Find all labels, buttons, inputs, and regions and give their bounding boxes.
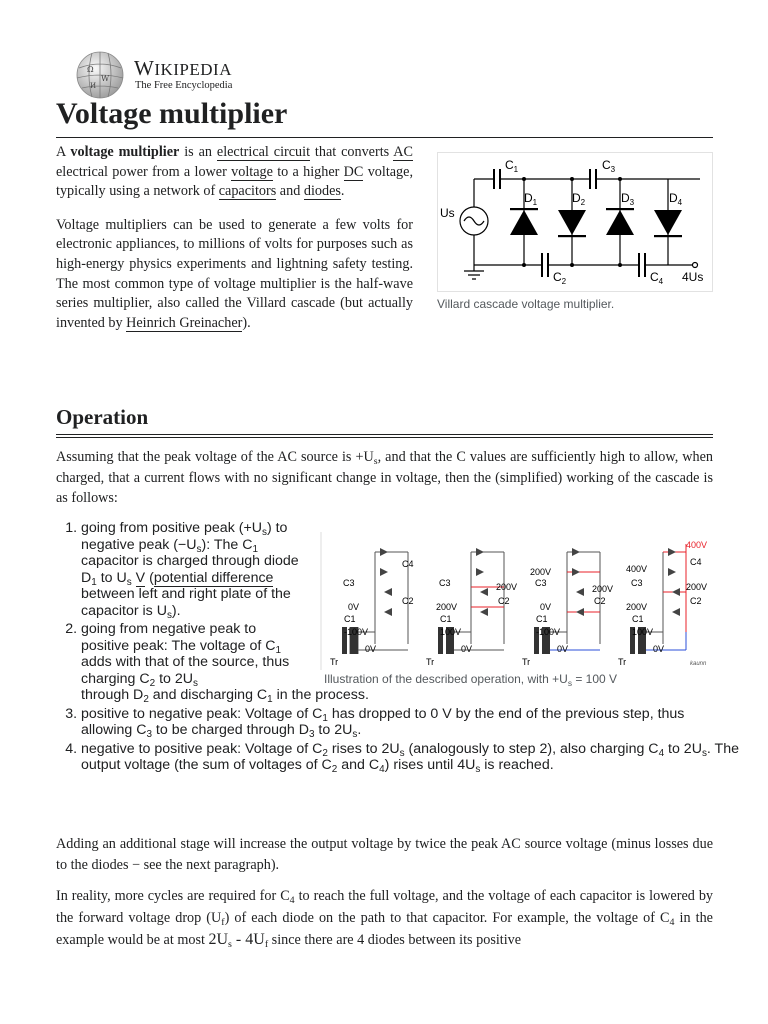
fig2-label: Tr xyxy=(426,657,435,667)
fig2-label: 100V xyxy=(632,627,654,637)
fig2-label: 0V xyxy=(365,644,377,654)
operation-paragraph: Assuming that the peak voltage of the AC source is $+U_s$, and that the C values are sufficiently high to allow, when charged, that a current flows with no significant change in voltage, then the (simplified) working of the cascade is as follows: xyxy=(56,449,714,506)
diode-d3-symbol xyxy=(606,210,634,235)
link-voltage[interactable]: voltage xyxy=(231,163,273,180)
fig2-label: C1 xyxy=(344,614,356,624)
list-item: 1. going from positive peak $(+U_s)$ to negative peak $(-U_s)$: The $C_1$ capacitor is charged through diode $D_1$ to $U_s$ V (potential difference between left and right plate of the capacitor is $U_s$). xyxy=(81,520,299,619)
fig2-label: Tr xyxy=(618,657,627,667)
label-d4: $D_4$ xyxy=(669,191,683,207)
link-diodes[interactable]: diodes xyxy=(303,183,341,200)
fig2-label: 100V xyxy=(440,627,462,637)
label-d3: $D_3$ xyxy=(621,191,635,207)
link-dc[interactable]: DC xyxy=(343,163,364,180)
diode-d1-symbol xyxy=(510,210,538,235)
fig2-label: 200V xyxy=(592,584,614,594)
svg-text:И: И xyxy=(90,82,97,90)
label-c3: $C_3$ xyxy=(602,158,616,174)
link-potential-difference[interactable]: potential difference xyxy=(153,569,274,586)
section-divider xyxy=(56,434,713,438)
wikipedia-globe-icon xyxy=(74,50,126,100)
label-c4: $C_4$ xyxy=(650,270,664,286)
fig2-label: 0V xyxy=(540,602,552,612)
label-d2: $D_2$ xyxy=(572,191,586,207)
label-d1: $D_1$ xyxy=(524,191,538,207)
link-v[interactable]: V xyxy=(135,569,146,586)
fig2-label: C2 xyxy=(498,596,510,606)
wikipedia-header[interactable] xyxy=(74,50,374,100)
fig2-label: 400V xyxy=(686,540,708,550)
list-item: 2. going from negative peak to positive peak: The voltage of $C_1$ adds with that of the source, thus charging $C_2$ to $2U_s$ through $D_2$ and discharging $C_1$ in the process. xyxy=(81,621,739,704)
link-capacitors[interactable]: capacitors xyxy=(218,183,277,200)
fig2-label: 0V xyxy=(557,644,569,654)
list-item: 4. negative to positive peak: Voltage of $C_2$ rises to $2U_s$ (analogously to step 2), also charging $C_4$ to $2U_s$. The output voltage (the sum of voltages of $C_2$ and $C_4$) rises until $4U_s$ is reached. xyxy=(81,741,739,774)
fig2-label: C1 xyxy=(440,614,452,624)
fig2-label: C4 xyxy=(690,557,702,567)
list-item: 3. positive to negative peak: Voltage of $C_1$ has dropped to 0 V by the end of the previous step, thus allowing $C_3$ to be charged through $D_3$ to $2U_s$. xyxy=(81,706,739,739)
fig2-label: C4 xyxy=(402,559,414,569)
label-c2: $C_2$ xyxy=(553,270,567,286)
reality-paragraph: In reality, more cycles are required for $C_4$ to reach the full voltage, and the voltage of each capacitor is lowered by the forward voltage drop $(U_f)$ of each diode on the path to that capacitor. For example, the voltage of $C_4$ in the example would be at most $2U_s - 4U_f$ since there are 4 diodes between its positive xyxy=(56,888,714,950)
link-electrical-circuit[interactable]: electrical circuit xyxy=(216,144,311,160)
fig2-label: -100V xyxy=(344,627,369,637)
svg-text:Ω: Ω xyxy=(87,65,94,74)
figure1-caption: Villard cascade voltage multiplier. xyxy=(437,297,615,311)
adding-stage-paragraph: Adding an additional stage will increase the output voltage by twice the peak AC source voltage (minus losses due to the diodes − see the next paragraph). xyxy=(56,836,713,873)
fig2-label: 200V xyxy=(686,582,708,592)
fig2-label: C3 xyxy=(343,578,355,588)
fig2-label: C1 xyxy=(536,614,548,624)
fig2-label: C3 xyxy=(631,578,643,588)
fig2-label: 400V xyxy=(626,564,648,574)
link-heinrich-greinacher[interactable]: Heinrich Greinacher xyxy=(126,314,243,331)
fig2-label: C2 xyxy=(402,596,414,606)
intro-section xyxy=(56,143,413,333)
label-c1: $C_1$ xyxy=(505,158,519,174)
fig2-label: -100V xyxy=(536,627,561,637)
fig2-label: 200V xyxy=(626,602,648,612)
label-us: Us xyxy=(440,206,455,220)
operation-steps-list xyxy=(56,520,739,776)
fig2-label: 200V xyxy=(496,582,518,592)
diode-d4-symbol xyxy=(654,210,682,235)
villard-cascade-diagram[interactable] xyxy=(437,152,713,292)
figure2-caption: Illustration of the described operation, with $+U_s = 100$ V xyxy=(324,672,618,688)
intro-paragraph-2: Voltage multipliers can be used to generate a few volts for electronic appliances, to millions of volts for purposes such as high-energy physics experiments and lightning safety testing. The most common type of voltage multiplier is the half-wave series multiplier, also called the Villard cascade (but actually invented by Heinrich Greinacher). xyxy=(56,216,413,331)
fig2-label: C3 xyxy=(439,578,451,588)
fig2-label: 0V xyxy=(461,644,473,654)
list-item-2-upper: 2. going from negative peak to positive peak: The voltage of $C_1$ adds with that of the source, thus charging $C_2$ to $2U_s$ xyxy=(81,621,290,689)
fig2-label: 200V xyxy=(530,567,552,577)
page-title: Voltage multiplier xyxy=(56,97,288,130)
fig2-label: C2 xyxy=(594,596,606,606)
fig2-signature: kaunn xyxy=(690,661,707,667)
fig2-label: Tr xyxy=(330,657,339,667)
label-4us: 4Us xyxy=(682,270,704,284)
villard-figure xyxy=(437,152,713,311)
fig2-label: 0V xyxy=(348,602,360,612)
fig2-label: C2 xyxy=(690,596,702,606)
wikipedia-wordmark: WIKIPEDIA xyxy=(134,56,232,80)
intro-paragraph-1: A voltage multiplier is an electrical circuit that converts AC electrical power from a lower voltage to a higher DC voltage, typically using a network of capacitors and diodes. xyxy=(56,144,414,200)
fig2-label: C3 xyxy=(535,578,547,588)
diode-d2-symbol xyxy=(558,210,586,235)
title-divider xyxy=(56,137,713,138)
fig2-label: Tr xyxy=(522,657,531,667)
fig2-label: 200V xyxy=(436,602,458,612)
fig2-label: C1 xyxy=(632,614,644,624)
link-ac[interactable]: AC xyxy=(393,144,414,160)
fig2-label: 0V xyxy=(653,644,665,654)
wikipedia-tagline: The Free Encyclopedia xyxy=(135,80,233,91)
section-heading-operation: Operation xyxy=(56,405,149,429)
svg-text:W: W xyxy=(101,74,110,83)
